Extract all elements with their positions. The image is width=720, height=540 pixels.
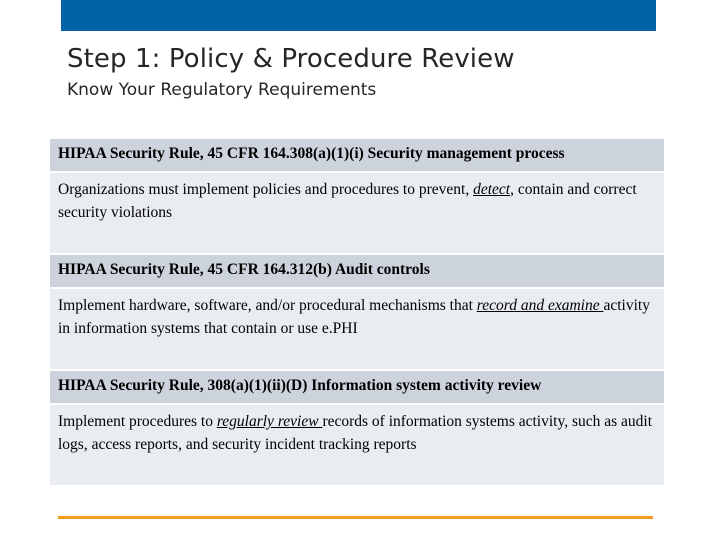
top-accent-bar (61, 0, 656, 31)
rule-text-audit-controls (50, 289, 664, 369)
rule-text-part: records of information systems activity, such as audit logs, access reports, and security incident tracking reports (58, 413, 653, 453)
rule-heading-security-management: HIPAA Security Rule, 45 CFR 164.308(a)(1)(i) Security management process (50, 139, 664, 171)
page-title: Step 1: Policy & Procedure Review (67, 44, 515, 74)
rules-table (50, 139, 664, 487)
rule-text-part: Implement hardware, software, and/or procedural mechanisms that (58, 297, 477, 314)
rule-text-part: activity in information systems that contain or use e.PHI (58, 297, 650, 337)
bottom-accent-line (58, 516, 653, 519)
rule-heading-activity-review: HIPAA Security Rule, 308(a)(1)(ii)(D) Information system activity review (50, 371, 664, 403)
rule-emphasis: record and examine (476, 297, 604, 314)
rule-text-part: Organizations must implement policies and procedures to prevent, (58, 181, 474, 198)
rule-heading-audit-controls: HIPAA Security Rule, 45 CFR 164.312(b) Audit controls (50, 255, 664, 287)
rule-text-activity-review (50, 405, 664, 485)
rule-text-part: Implement procedures to (58, 413, 217, 430)
rule-emphasis: regularly review (216, 413, 323, 430)
rule-text-security-management (50, 173, 664, 253)
rule-text-part: , contain and correct security violations (58, 181, 637, 221)
page-subtitle: Know Your Regulatory Requirements (67, 80, 377, 100)
rule-emphasis: detect (473, 181, 511, 198)
